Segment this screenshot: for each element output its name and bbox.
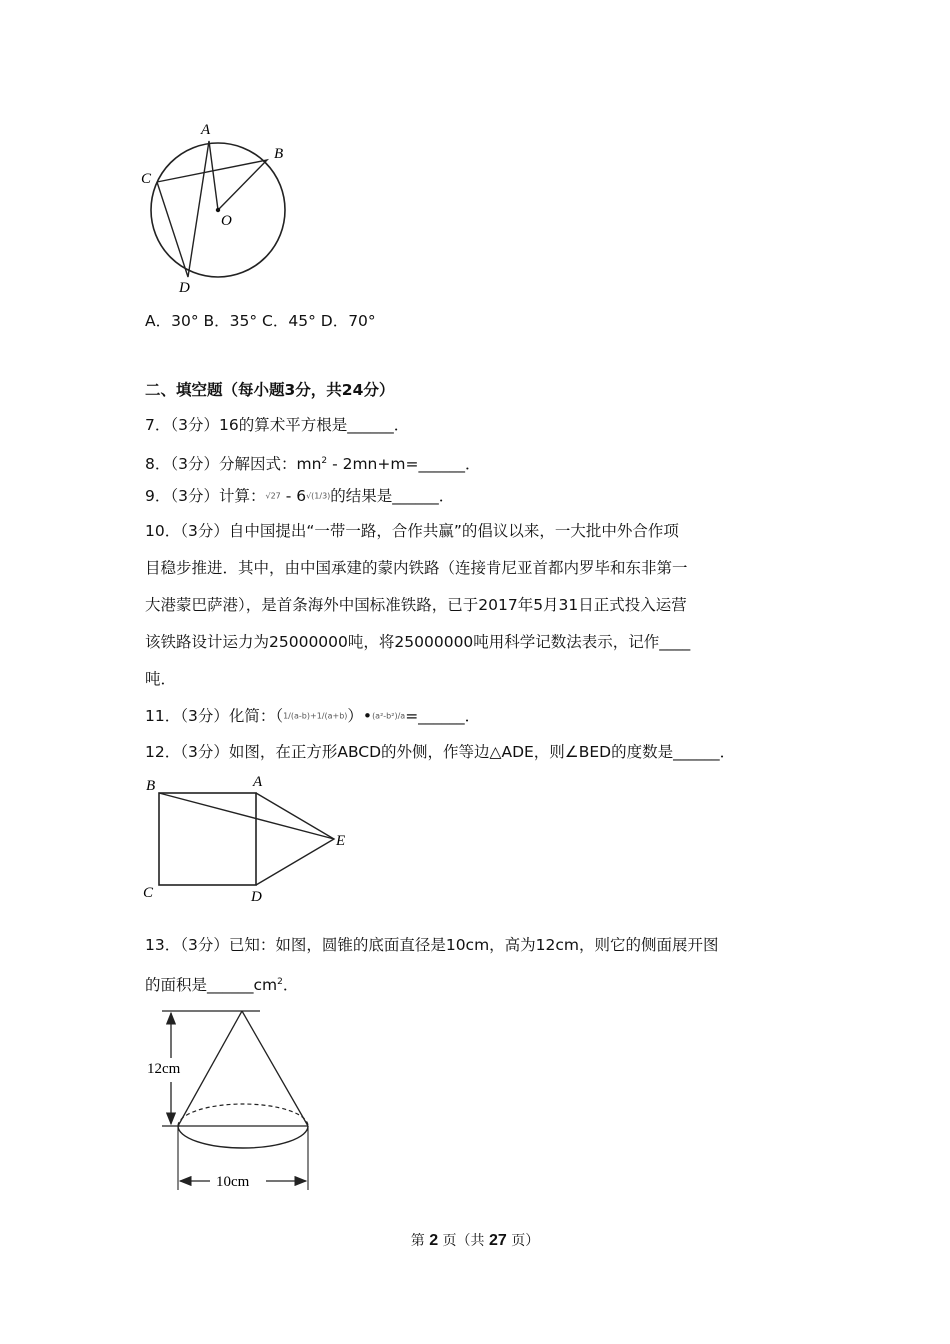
q13-line1: 13．（3分）已知：如图，圆锥的底面直径是10cm，高为12cm，则它的侧面展开图 bbox=[145, 936, 719, 954]
question-11 bbox=[145, 705, 480, 728]
question-9 bbox=[145, 485, 454, 508]
q10-line2: 目稳步推进．其中，由中国承建的蒙内铁路（连接肯尼亚首都内罗毕和东非第一 bbox=[145, 559, 688, 577]
label-c: C bbox=[143, 885, 154, 901]
label-a: A bbox=[201, 122, 211, 138]
cone-figure bbox=[138, 1000, 328, 1200]
footer-suffix: 页） bbox=[506, 1233, 540, 1249]
cone-side-left bbox=[178, 1011, 242, 1126]
triangle-ade bbox=[256, 793, 334, 885]
label-b: B bbox=[146, 778, 156, 794]
square-abcd bbox=[159, 793, 256, 885]
label-c: C bbox=[141, 171, 152, 187]
q11-expr2: (a²-b²)/a bbox=[372, 711, 406, 721]
q8-sup: 2 bbox=[321, 456, 328, 466]
page-number: 2 bbox=[429, 1232, 439, 1249]
label-d: D bbox=[179, 280, 190, 296]
q10-line1: 10．（3分）自中国提出“一带一路，合作共赢”的倡议以来，一大批中外合作项 bbox=[145, 522, 679, 540]
question-8 bbox=[145, 450, 480, 475]
q9-prefix: 9．（3分）计算： bbox=[145, 487, 266, 505]
q11-prefix: 11．（3分）化简：（ bbox=[145, 707, 284, 725]
question-12: 12．（3分）如图，在正方形ABCD的外侧，作等边△ADE，则∠BED的度数是______． bbox=[145, 743, 736, 761]
diameter-label: 10cm bbox=[216, 1174, 250, 1190]
label-b: B bbox=[274, 146, 284, 162]
q13-line2-suffix: ． bbox=[282, 976, 299, 995]
base-front bbox=[178, 1126, 308, 1148]
q10-line3: 大港蒙巴萨港），是首条海外中国标准铁路，已于2017年5月31日正式投入运营 bbox=[145, 596, 687, 614]
page-footer bbox=[0, 1230, 950, 1250]
question-13 bbox=[145, 927, 810, 1004]
q8-suffix: - 2mn+m=______． bbox=[327, 455, 481, 474]
q9-expr1: √27 bbox=[265, 491, 281, 501]
chord-path-2 bbox=[157, 141, 218, 277]
center-dot bbox=[216, 208, 220, 212]
circle-figure bbox=[135, 115, 300, 300]
q13-line2-prefix: 的面积是______cm bbox=[145, 976, 278, 995]
section-heading: 二、填空题（每小题3分，共24分） bbox=[145, 381, 395, 399]
label-e: E bbox=[336, 833, 346, 849]
q9-expr2: √(1/3) bbox=[306, 491, 331, 501]
q11-mid: ）• bbox=[347, 707, 373, 725]
label-a: A bbox=[253, 774, 263, 790]
q10-line4: 该铁路设计运力为25000000吨，将25000000吨用科学记数法表示，记作____ bbox=[145, 633, 691, 651]
q13-line2 bbox=[145, 964, 810, 1004]
q8-prefix: 8．（3分）分解因式：mn bbox=[145, 455, 322, 474]
q11-suffix: =______． bbox=[405, 707, 481, 725]
q10-line5: 吨． bbox=[145, 670, 177, 688]
q13-line2-sup: 2 bbox=[277, 977, 283, 987]
label-o: O bbox=[221, 213, 232, 229]
question-7: 7．（3分）16的算术平方根是______． bbox=[145, 416, 410, 434]
base-back-dashed bbox=[178, 1104, 308, 1126]
page-total: 27 bbox=[489, 1232, 507, 1249]
label-d: D bbox=[251, 889, 262, 905]
footer-mid: 页（共 bbox=[438, 1233, 489, 1249]
square-figure bbox=[138, 768, 358, 908]
q11-expr1: 1/(a-b)+1/(a+b) bbox=[283, 711, 348, 721]
q6-options: A．30° B．35° C．45° D．70° bbox=[145, 312, 376, 330]
q9-mid: - 6 bbox=[280, 487, 307, 505]
question-10 bbox=[145, 513, 810, 698]
footer-prefix: 第 bbox=[410, 1233, 430, 1249]
segment-be bbox=[159, 793, 334, 839]
height-label: 12cm bbox=[147, 1061, 181, 1077]
q9-suffix: 的结果是______． bbox=[330, 487, 455, 505]
cone-side-right bbox=[242, 1011, 308, 1126]
